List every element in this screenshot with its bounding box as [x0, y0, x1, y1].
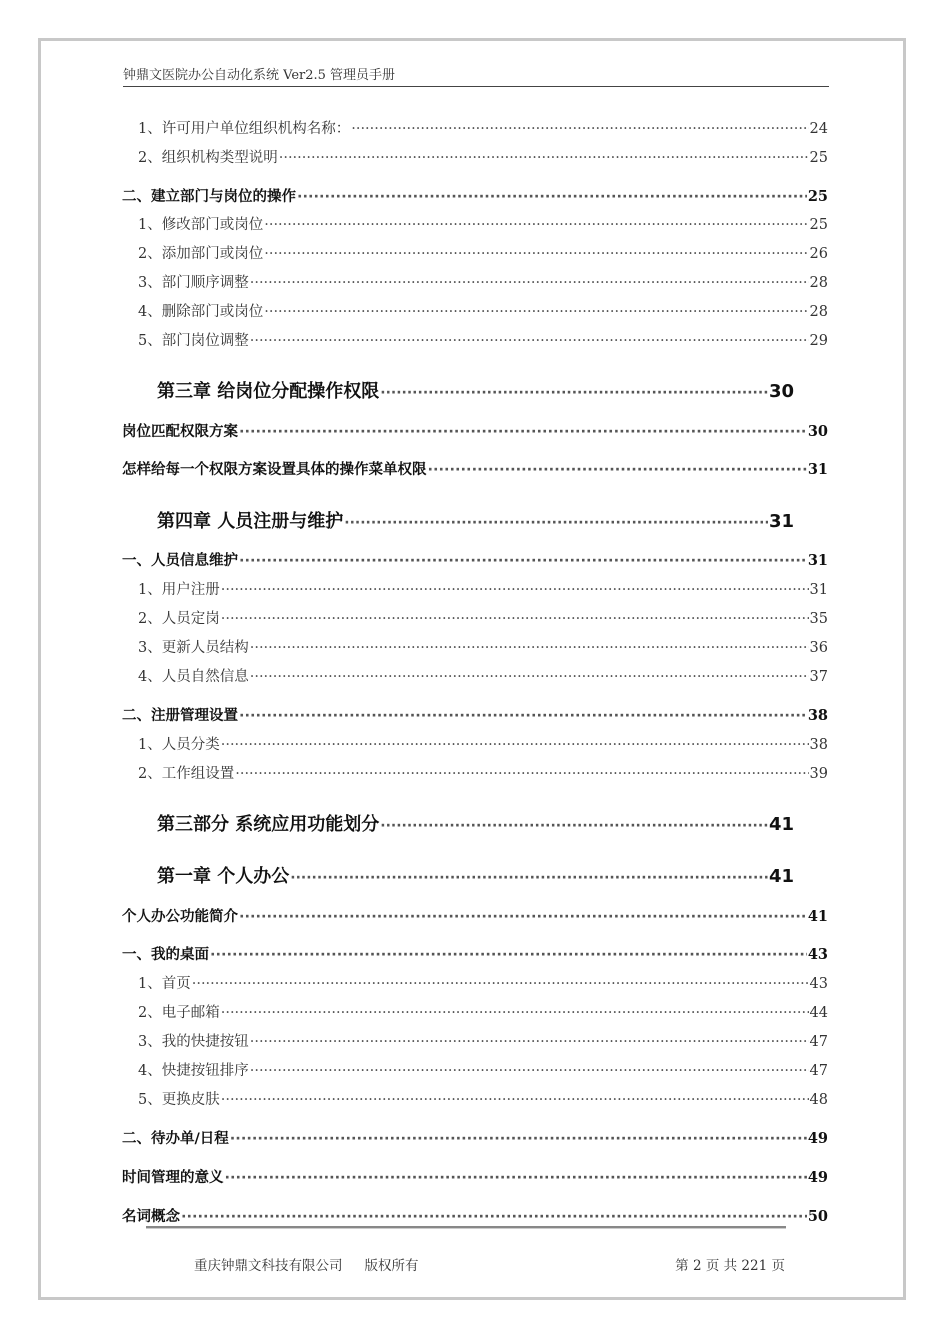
toc-entry-label: 第三章 给岗位分配操作权限 — [157, 381, 380, 402]
toc-entry-page-number: 49 — [807, 1169, 828, 1186]
toc-entry[interactable] — [138, 762, 828, 783]
toc-entry[interactable] — [122, 943, 828, 964]
toc-entry-page-number: 48 — [809, 1092, 828, 1108]
toc-entry-label: 岗位匹配权限方案 — [122, 424, 238, 440]
toc-entry-page-number: 37 — [809, 669, 828, 685]
toc-entry-label: 3、更新人员结构 — [138, 640, 249, 656]
toc-entry-page-number: 28 — [809, 275, 828, 291]
toc-entry-page-number: 31 — [807, 461, 828, 478]
toc-entry-page-number: 47 — [809, 1063, 828, 1079]
toc-entry[interactable] — [122, 1166, 828, 1187]
toc-entry-page-number: 38 — [807, 707, 828, 724]
toc-entry-page-number: 43 — [807, 946, 828, 963]
toc-entry-page-number: 31 — [768, 511, 794, 532]
toc-entry[interactable] — [138, 213, 828, 234]
footer-company: 重庆钟鼎文科技有限公司 — [194, 1258, 343, 1274]
toc-entry-page-number: 50 — [807, 1208, 828, 1225]
toc-dot-leader — [225, 1170, 807, 1186]
toc-entry-label: 2、添加部门或岗位 — [138, 246, 264, 262]
toc-entry[interactable] — [138, 733, 828, 754]
toc-entry-label: 1、许可用户单位组织机构名称： — [138, 121, 351, 137]
toc-entry[interactable] — [122, 420, 828, 441]
toc-entry[interactable] — [138, 242, 828, 263]
toc-dot-leader — [264, 246, 808, 262]
toc-dot-leader — [428, 462, 807, 478]
toc-entry-page-number: 43 — [809, 976, 828, 992]
toc-entry[interactable] — [122, 1127, 828, 1148]
toc-dot-leader — [239, 708, 807, 724]
toc-dot-leader — [239, 909, 807, 925]
toc-dot-leader — [221, 1092, 809, 1108]
toc-entry-page-number: 26 — [809, 246, 828, 262]
toc-entry-label: 4、快捷按钮排序 — [138, 1063, 249, 1079]
toc-entry[interactable] — [122, 549, 828, 570]
toc-dot-leader — [192, 976, 809, 992]
toc-entry-label: 第三部分 系统应用功能划分 — [157, 814, 380, 835]
toc-entry-page-number: 35 — [809, 611, 828, 627]
toc-dot-leader — [239, 553, 807, 569]
footer-left — [194, 1254, 419, 1274]
toc-entry-page-number: 41 — [768, 866, 794, 887]
toc-entry[interactable] — [138, 1059, 828, 1080]
toc-entry[interactable] — [138, 1088, 828, 1109]
toc-entry-label: 怎样给每一个权限方案设置具体的操作菜单权限 — [122, 462, 427, 478]
toc-entry[interactable] — [157, 862, 794, 888]
toc-entry-label: 一、人员信息维护 — [122, 553, 238, 569]
toc-entry-label: 2、组织机构类型说明 — [138, 150, 278, 166]
toc-entry[interactable] — [138, 117, 828, 138]
toc-entry-page-number: 25 — [809, 217, 828, 233]
toc-dot-leader — [250, 1034, 809, 1050]
toc-entry-page-number: 25 — [809, 150, 828, 166]
toc-entry-label: 1、首页 — [138, 976, 191, 992]
toc-entry[interactable] — [138, 146, 828, 167]
toc-dot-leader — [351, 121, 808, 137]
toc-entry[interactable] — [157, 377, 794, 403]
toc-dot-leader — [221, 582, 809, 598]
footer-divider — [146, 1226, 786, 1228]
toc-entry-page-number: 30 — [768, 381, 794, 402]
toc-dot-leader — [279, 150, 809, 166]
toc-dot-leader — [210, 947, 807, 963]
toc-entry[interactable] — [157, 810, 794, 836]
toc-entry[interactable] — [122, 458, 828, 479]
toc-entry[interactable] — [138, 1030, 828, 1051]
toc-entry-page-number: 41 — [768, 814, 794, 835]
toc-dot-leader — [221, 611, 809, 627]
toc-entry-label: 1、用户注册 — [138, 582, 220, 598]
toc-entry[interactable] — [138, 271, 828, 292]
toc-entry[interactable] — [138, 607, 828, 628]
toc-entry-page-number: 25 — [807, 188, 828, 205]
toc-dot-leader — [250, 1063, 809, 1079]
toc-dot-leader — [221, 1005, 809, 1021]
toc-entry-label: 第一章 个人办公 — [157, 866, 290, 887]
toc-entry-label: 2、电子邮箱 — [138, 1005, 220, 1021]
toc-entry-label: 5、部门岗位调整 — [138, 333, 249, 349]
toc-entry-label: 第四章 人员注册与维护 — [157, 511, 344, 532]
toc-entry-label: 1、人员分类 — [138, 737, 220, 753]
toc-entry[interactable] — [122, 905, 828, 926]
toc-entry[interactable] — [122, 1205, 828, 1226]
toc-entry-label: 二、注册管理设置 — [122, 708, 238, 724]
toc-dot-leader — [264, 217, 808, 233]
toc-entry-label: 3、我的快捷按钮 — [138, 1034, 249, 1050]
toc-entry[interactable] — [138, 665, 828, 686]
toc-entry-label: 4、人员自然信息 — [138, 669, 249, 685]
toc-entry-page-number: 31 — [807, 552, 828, 569]
toc-entry[interactable] — [138, 329, 828, 350]
toc-entry-label: 个人办公功能简介 — [122, 909, 238, 925]
toc-entry-label: 二、待办单/日程 — [122, 1131, 229, 1147]
toc-entry-label: 2、工作组设置 — [138, 766, 235, 782]
toc-dot-leader — [344, 515, 768, 531]
toc-entry-page-number: 30 — [807, 423, 828, 440]
toc-dot-leader — [181, 1209, 807, 1225]
toc-entry-page-number: 36 — [809, 640, 828, 656]
toc-dot-leader — [290, 870, 768, 886]
toc-dot-leader — [239, 424, 807, 440]
toc-entry-page-number: 39 — [809, 766, 828, 782]
toc-dot-leader — [250, 640, 809, 656]
running-header: 钟鼎文医院办公自动化系统 Ver2.5 管理员手册 — [123, 64, 829, 87]
toc-entry[interactable] — [138, 636, 828, 657]
toc-entry[interactable] — [138, 1001, 828, 1022]
toc-dot-leader — [221, 737, 809, 753]
toc-entry-page-number: 24 — [809, 121, 828, 137]
toc-entry-label: 1、修改部门或岗位 — [138, 217, 264, 233]
toc-dot-leader — [264, 304, 808, 320]
toc-entry-page-number: 31 — [809, 582, 828, 598]
toc-entry-page-number: 38 — [809, 737, 828, 753]
toc-entry-page-number: 41 — [807, 908, 828, 925]
toc-entry-page-number: 49 — [807, 1130, 828, 1147]
toc-dot-leader — [250, 333, 809, 349]
toc-dot-leader — [235, 766, 808, 782]
footer-page-info: 第 2 页 共 221 页 — [675, 1258, 785, 1274]
toc-entry-label: 3、部门顺序调整 — [138, 275, 249, 291]
toc-entry-label: 2、人员定岗 — [138, 611, 220, 627]
toc-entry-page-number: 47 — [809, 1034, 828, 1050]
toc-entry-label: 4、删除部门或岗位 — [138, 304, 264, 320]
toc-entry-label: 二、建立部门与岗位的操作 — [122, 189, 296, 205]
toc-entry-label: 一、我的桌面 — [122, 947, 209, 963]
toc-entry[interactable] — [138, 578, 828, 599]
toc-entry[interactable] — [138, 300, 828, 321]
toc-dot-leader — [230, 1131, 807, 1147]
toc-entry[interactable] — [157, 507, 794, 533]
toc-entry[interactable] — [122, 185, 828, 206]
toc-entry[interactable] — [122, 704, 828, 725]
toc-entry-page-number: 44 — [809, 1005, 828, 1021]
toc-dot-leader — [297, 189, 807, 205]
footer-rights: 版权所有 — [364, 1258, 419, 1274]
toc-entry-label: 5、更换皮肤 — [138, 1092, 220, 1108]
toc-entry-page-number: 29 — [809, 333, 828, 349]
toc-dot-leader — [380, 385, 768, 401]
toc-entry-label: 名词概念 — [122, 1209, 180, 1225]
toc-dot-leader — [250, 275, 809, 291]
toc-dot-leader — [380, 818, 768, 834]
toc-entry-label: 时间管理的意义 — [122, 1170, 224, 1186]
toc-entry-page-number: 28 — [809, 304, 828, 320]
toc-dot-leader — [250, 669, 809, 685]
toc-entry[interactable] — [138, 972, 828, 993]
